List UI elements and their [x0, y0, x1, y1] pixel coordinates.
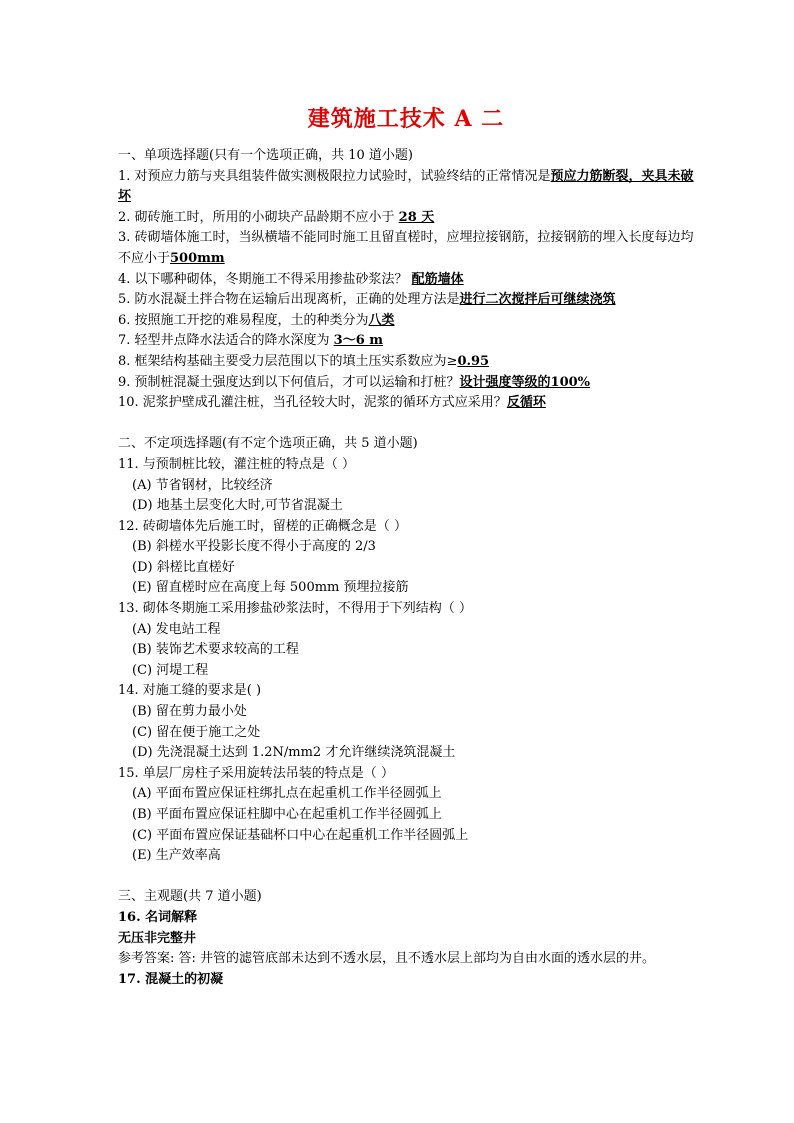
answer-9: 设计强度等级的100%: [459, 374, 591, 390]
option-13-c: (C) 河堤工程: [132, 662, 209, 678]
question-9: 9. 预制桩混凝土强度达到以下何值后，才可以运输和打桩？设计强度等级的100%: [118, 374, 591, 390]
question-16-title: 16. 名词解释: [118, 909, 198, 925]
section1-heading: 一、单项选择题(只有一个选项正确，共 10 道小题): [118, 148, 413, 163]
document-title: 建筑施工技术 A 二: [307, 106, 505, 132]
spacer: [118, 414, 694, 435]
answer-1: 预应力筋断裂，夹具未破坏: [118, 168, 694, 205]
question-2: 2. 砌砖施工时，所用的小砌块产品龄期不应小于 28 天: [118, 209, 435, 225]
question-6: 6. 按照施工开挖的难易程度，土的种类分为八类: [118, 312, 395, 328]
question-10: 10. 泥浆护壁成孔灌注桩，当孔径较大时，泥浆的循环方式应采用？反循环: [118, 395, 546, 411]
option-14-b: (B) 留在剪力最小处: [132, 704, 247, 720]
question-14: 14. 对施工缝的要求是( ): [118, 683, 262, 699]
option-15-a: (A) 平面布置应保证柱绑扎点在起重机工作半径圆弧上: [132, 786, 442, 802]
answer-7: 3～6 m: [333, 333, 384, 349]
question-5: 5. 防水混凝土拌合物在运输后出现离析，正确的处理方法是进行二次搅拌后可继续浇筑: [118, 292, 616, 308]
question-1: 1. 对预应力筋与夹具组装件做实测极限拉力试验时，试验终结的正常情况是预应力筋断裂，夹具未破坏: [118, 168, 694, 205]
question-15: 15. 单层厂房柱子采用旋转法吊装的特点是（ ）: [118, 765, 394, 781]
question-4: 4. 以下哪种砌体，冬期施工不得采用掺盐砂浆法？ 配筋墙体: [118, 271, 464, 287]
question-3: 3. 砖砌墙体施工时，当纵横墙不能同时施工且留直槎时，应埋拉接钢筋，拉接钢筋的埋入长度每边均不应小于500mm: [118, 230, 694, 266]
answer-2: 28 天: [398, 209, 435, 225]
spacer: [118, 867, 694, 888]
option-14-c: (C) 留在便于施工之处: [132, 724, 261, 740]
option-15-e: (E) 生产效率高: [132, 848, 221, 864]
question-13: 13. 砌体冬期施工采用掺盐砂浆法时，不得用于下列结构（ ）: [118, 601, 472, 617]
answer-5: 进行二次搅拌后可继续浇筑: [459, 292, 616, 308]
question-17-title: 17. 混凝土的初凝: [118, 971, 224, 987]
question-12: 12. 砖砌墙体先后施工时，留槎的正确概念是（ ）: [118, 518, 407, 534]
option-13-b: (B) 装饰艺术要求较高的工程: [132, 642, 299, 658]
question-11: 11. 与预制桩比较，灌注桩的特点是（ ）: [118, 456, 355, 472]
option-11-d: (D) 地基土层变化大时,可节省混凝土: [132, 498, 343, 514]
answer-4: 配筋墙体: [411, 271, 464, 287]
question-8: 8. 框架结构基础主要受力层范围以下的填土压实系数应为≥0.95: [118, 353, 490, 369]
question-16-answer: 参考答案: 答: 井管的滤管底部未达到不透水层，且不透水层上部均为自由水面的透水层的井。: [118, 951, 656, 967]
option-11-a: (A) 节省钢材，比较经济: [132, 477, 273, 493]
section2-heading: 二、不定项选择题(有不定个选项正确，共 5 道小题): [118, 436, 418, 452]
question-7: 7. 轻型井点降水法适合的降水深度为 3～6 m: [118, 333, 384, 349]
option-15-c: (C) 平面布置应保证基础杯口中心在起重机工作半径圆弧上: [132, 827, 469, 843]
option-13-a: (A) 发电站工程: [132, 621, 221, 637]
question-16-term: 无压非完整井: [118, 930, 197, 946]
answer-6: 八类: [368, 312, 395, 328]
option-14-d: (D) 先浇混凝土达到 1.2N/mm2 才允许继续浇筑混凝土: [132, 745, 456, 761]
option-12-d: (D) 斜槎比直槎好: [132, 559, 235, 575]
section3-heading: 三、主观题(共 7 道小题): [118, 889, 262, 905]
option-12-b: (B) 斜槎水平投影长度不得小于高度的 2/3: [132, 539, 376, 555]
option-12-e: (E) 留直槎时应在高度上每 500mm 预埋拉接筋: [132, 580, 409, 596]
answer-3: 500mm: [170, 250, 225, 266]
document-page: [118, 98, 694, 990]
answer-10: 反循环: [506, 395, 546, 411]
answer-8: 0.95: [457, 353, 490, 369]
option-15-b: (B) 平面布置应保证柱脚中心在起重机工作半径圆弧上: [132, 807, 442, 822]
